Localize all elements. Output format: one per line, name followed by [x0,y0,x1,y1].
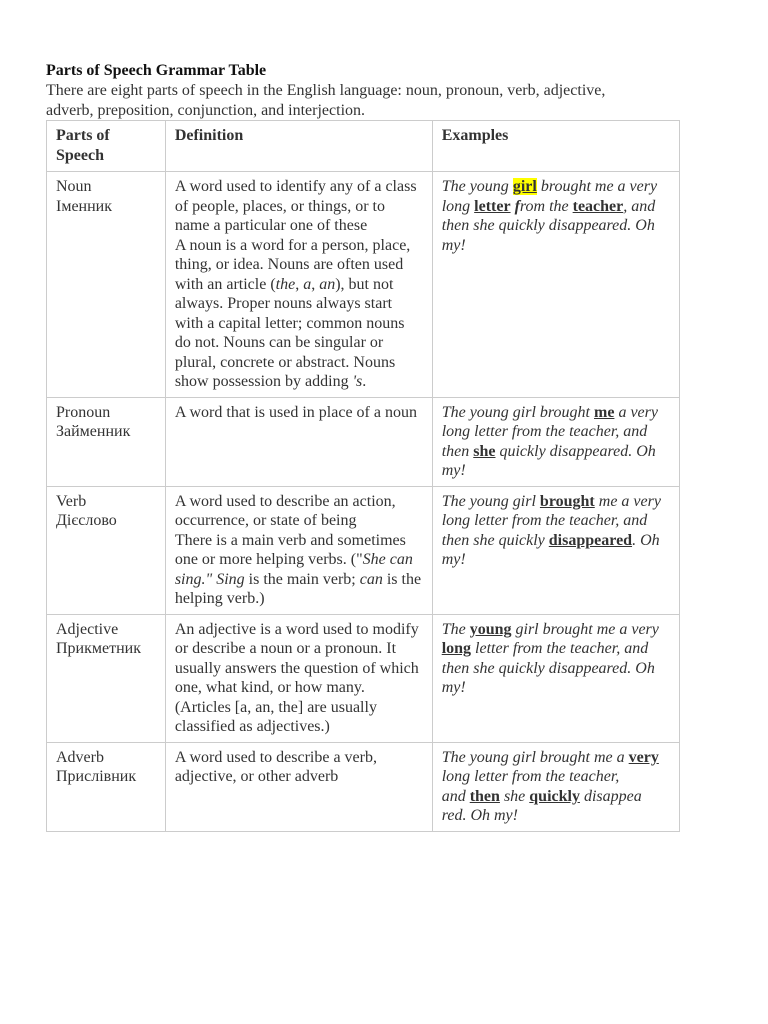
table-row-adjective [47,614,680,742]
example-cell: The young girl brought me a very long letter from the teacher, and then she quickly disappeared. Oh my! [432,172,679,398]
keyword: young [469,620,512,638]
keyword: then [469,787,500,805]
part-name-cell [47,742,166,831]
table-row-adverb [47,742,680,831]
part-name: Adverb [56,748,104,766]
part-name-ukrainian: Дієслово [56,512,117,529]
table-header-row [47,121,680,172]
part-name-ukrainian: Займенник [56,423,131,440]
header-col1-line2: Speech [56,146,104,164]
definition-cell [165,172,432,398]
part-name: Adjective [56,620,119,638]
keyword: quickly [529,787,580,805]
parts-of-speech-table [46,120,680,832]
keyword: me [594,403,615,421]
example-cell: The young girl brought me a very long letter from the teacher, and then she quickly disappea red. Oh my! [432,742,679,831]
part-name-cell [47,486,166,614]
part-name-cell [47,614,166,742]
definition-cell: A word that is used in place of a noun [165,397,432,486]
document-intro [46,81,686,120]
table-row-pronoun [47,397,680,486]
part-name: Pronoun [56,403,111,421]
keyword: disappeared [548,531,633,549]
example-cell: The young girl brought me a very long letter from the teacher, and then she quickly disappeared. Oh my! [432,614,679,742]
part-name-ukrainian: Іменник [56,197,113,215]
part-name-cell [47,172,166,398]
table-row-noun [47,172,680,398]
document-title: Parts of Speech Grammar Table [46,62,267,79]
header-parts-of-speech [47,121,166,172]
definition-text: A word used to describe an action, occurrence, or state of being [174,492,396,529]
keyword: long [441,640,472,657]
definition-text: A word used to identify any of a class of people, places, or things, or to name a particular one of these [174,178,417,234]
example-cell: The young girl brought me a very long letter from the teacher, and then she quickly disappeared. Oh my! [432,486,679,614]
part-name: Verb [56,492,87,510]
part-name-cell [47,397,166,486]
keyword: teacher [572,197,624,215]
document-page [46,61,686,832]
keyword: she [473,442,496,460]
definition-detail: There is a main verb and sometimes one or more helping verbs. ("She can sing." Sing is the main verb; can is the helping verb.) [174,531,422,607]
definition-cell: A word used to describe a verb, adjective, or other adverb [165,742,432,831]
highlighted-keyword: girl [512,178,537,195]
keyword: very [628,748,659,766]
definition-cell [165,486,432,614]
header-examples: Examples [432,121,679,172]
part-name-ukrainian: Прикметник [56,640,142,657]
header-col1-line1: Parts of [56,127,110,144]
example-cell: The young girl brought me a very long letter from the teacher, and then she quickly disappeared. Oh my! [432,397,679,486]
keyword: brought [539,492,595,510]
intro-line-1: There are eight parts of speech in the English language: noun, pronoun, verb, adjective, [46,82,606,99]
intro-line-2: adverb, preposition, conjunction, and interjection. [46,101,366,119]
part-name: Noun [56,178,92,195]
definition-detail: A noun is a word for a person, place, thing, or idea. Nouns are often used with an article (the, a, an), but not always. Proper nouns always start with a capital letter; common nouns do not. Nouns can be singular or plural, concrete or abstract. Nouns show possession by adding 's. [174,236,411,390]
table-row-verb [47,486,680,614]
definition-cell: An adjective is a word used to modify or describe a noun or a pronoun. It usually answers the question of which one, what kind, or how many. (Articles [a, an, the] are usually classified as adjectives.) [165,614,432,742]
part-name-ukrainian: Прислівник [56,768,137,785]
keyword: letter [474,197,511,215]
header-definition: Definition [165,121,432,172]
